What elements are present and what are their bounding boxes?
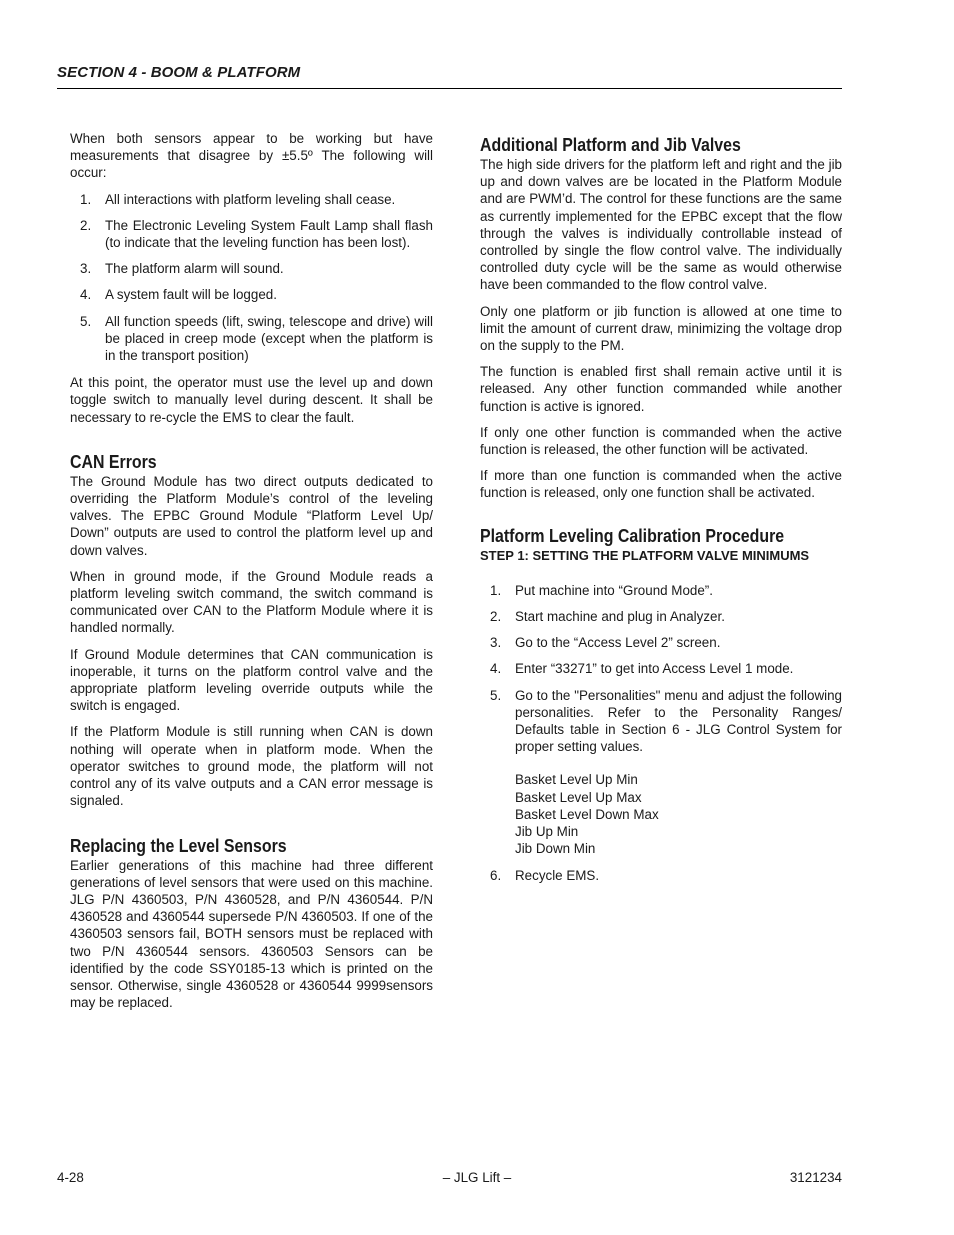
can-errors-paragraph: The Ground Module has two direct outputs dedicated to overriding the Platform Module’s control of the leveling valves. The EPBC Ground Module “Platform Level Up/ Down” outputs are used to control the platform level up and down valves.: [70, 473, 433, 558]
can-errors-heading: CAN Errors: [70, 450, 157, 472]
calibration-list: [480, 582, 842, 884]
left-column: [70, 130, 433, 1020]
replacing-sensors-heading: Replacing the Level Sensors: [70, 834, 287, 856]
personality-item: Basket Level Up Max: [515, 789, 642, 805]
list-item-text: A system fault will be logged.: [105, 287, 277, 303]
list-item-number: 2.: [490, 609, 502, 625]
calibration-step-title: STEP 1: SETTING THE PLATFORM VALVE MINIMUMS: [480, 547, 810, 563]
personality-item: Jib Up Min: [515, 824, 579, 840]
additional-valves-paragraph: The high side drivers for the platform left and right and the jib up and down valves are be located in the Platform Module and are PWM’d. The control for these functions are the same as currently implemented for the EPBC except that the flow through the valves is individually controllable instead of controlled by single the flow control valve. The individually controlled duty cycle will be the same as would otherwise have been commanded to the flow control valve.: [480, 157, 842, 293]
list-item-text: All function speeds (lift, swing, telescope and drive) will be placed in creep mode (except when the platform is in the transport position): [105, 313, 433, 364]
list-item-number: 6.: [490, 867, 502, 883]
list-item-number: 5.: [490, 687, 502, 703]
list-item: [480, 660, 842, 677]
section-title: SECTION 4 - BOOM & PLATFORM: [57, 64, 301, 81]
list-item-text: The platform alarm will sound.: [105, 261, 284, 277]
header-divider: [57, 88, 842, 89]
document-number: 3121234: [789, 1170, 842, 1185]
list-item-text: Start machine and plug in Analyzer.: [515, 609, 725, 625]
list-item-number: 4.: [80, 287, 92, 303]
list-item: [480, 582, 842, 599]
can-errors-paragraph: If Ground Module determines that CAN communication is inoperable, it turns on the platform control valve and the appropriate platform leveling override outputs while the switch is engaged.: [70, 646, 433, 714]
list-item-number: 5.: [80, 313, 92, 329]
right-column: [480, 130, 842, 894]
list-item: [480, 634, 842, 651]
list-item-text: All interactions with platform leveling shall cease.: [105, 191, 396, 207]
list-item-number: 4.: [490, 661, 502, 677]
list-item-text: Go to the “Access Level 2” screen.: [515, 635, 721, 651]
intro-paragraph: When both sensors appear to be working but have measurements that disagree by ±5.5º The following will occur:: [70, 131, 433, 181]
page-number: 4-28: [57, 1170, 84, 1185]
list-item: [70, 313, 433, 365]
after-list-paragraph: At this point, the operator must use the level up and down toggle switch to manually level during descent. It shall be necessary to re-cycle the EMS to clear the fault.: [70, 375, 433, 425]
list-item-text: Put machine into “Ground Mode”.: [515, 582, 713, 598]
personality-item: Basket Level Up Min: [515, 772, 638, 788]
list-item: [70, 260, 433, 277]
replacing-sensors-paragraph: Earlier generations of this machine had three different generations of level sensors that were used on this machine. JLG P/N 4360503, P/N 4360528, and P/N 4360544. P/N 4360528 and 4360544 supersede P/N 4360503. If one of the 4360503 sensors fail, BOTH sensors must be replaced with two P/N 4360544 sensors. 4360503 Sensors can be identified by the code SSY0185-13 which is printed on the sensor. Otherwise, single 4360528 or 4360544 9999sensors may be replaced.: [70, 857, 433, 1011]
list-item: [480, 687, 842, 858]
personalities-list: [515, 771, 842, 857]
list-item-text: The Electronic Leveling System Fault Lamp shall flash (to indicate that the leveling function has been lost).: [105, 217, 433, 251]
list-item-number: 1.: [490, 582, 502, 598]
additional-valves-paragraph: Only one platform or jib function is allowed at one time to limit the amount of current draw, minimizing the voltage drop on the supply to the PM.: [480, 303, 842, 354]
calibration-heading: Platform Leveling Calibration Procedure: [480, 524, 785, 546]
personality-item: Jib Down Min: [515, 841, 596, 857]
additional-valves-heading: Additional Platform and Jib Valves: [480, 134, 741, 155]
list-item-number: 3.: [80, 261, 92, 277]
list-item: [70, 217, 433, 251]
additional-valves-paragraph: If only one other function is commanded when the active function is released, the other function will be activated.: [480, 424, 842, 458]
personality-item: Basket Level Down Max: [515, 806, 659, 822]
fault-list: [70, 191, 433, 365]
list-item-number: 3.: [490, 635, 502, 651]
can-errors-paragraph: If the Platform Module is still running when CAN is down nothing will operate when in platform mode. When the operator switches to ground mode, the platform will not control any of its valve outputs and a CAN error message is signaled.: [70, 724, 433, 809]
list-item: [480, 608, 842, 625]
list-item-number: 2.: [80, 217, 92, 233]
list-item: [480, 867, 842, 884]
list-item-number: 1.: [80, 191, 92, 207]
list-item-text: Go to the "Personalities" menu and adjust the following personalities. Refer to the Personality Ranges/ Defaults table in Section 6 - JLG Control System for proper setting values.: [515, 687, 842, 755]
footer-brand: – JLG Lift –: [442, 1170, 512, 1185]
list-item: [70, 191, 433, 208]
additional-valves-paragraph: The function is enabled first shall remain active until it is released. Any other function commanded while another function is active is ignored.: [480, 364, 842, 414]
list-item-text: Recycle EMS.: [515, 867, 600, 883]
can-errors-paragraph: When in ground mode, if the Ground Module reads a platform leveling switch command, the switch command is communicated over CAN to the Platform Module where it is handled normally.: [70, 568, 433, 636]
additional-valves-paragraph: If more than one function is commanded when the active function is released, only one function shall be activated.: [480, 468, 842, 501]
list-item-text: Enter “33271” to get into Access Level 1 mode.: [515, 661, 794, 677]
list-item: [70, 286, 433, 303]
